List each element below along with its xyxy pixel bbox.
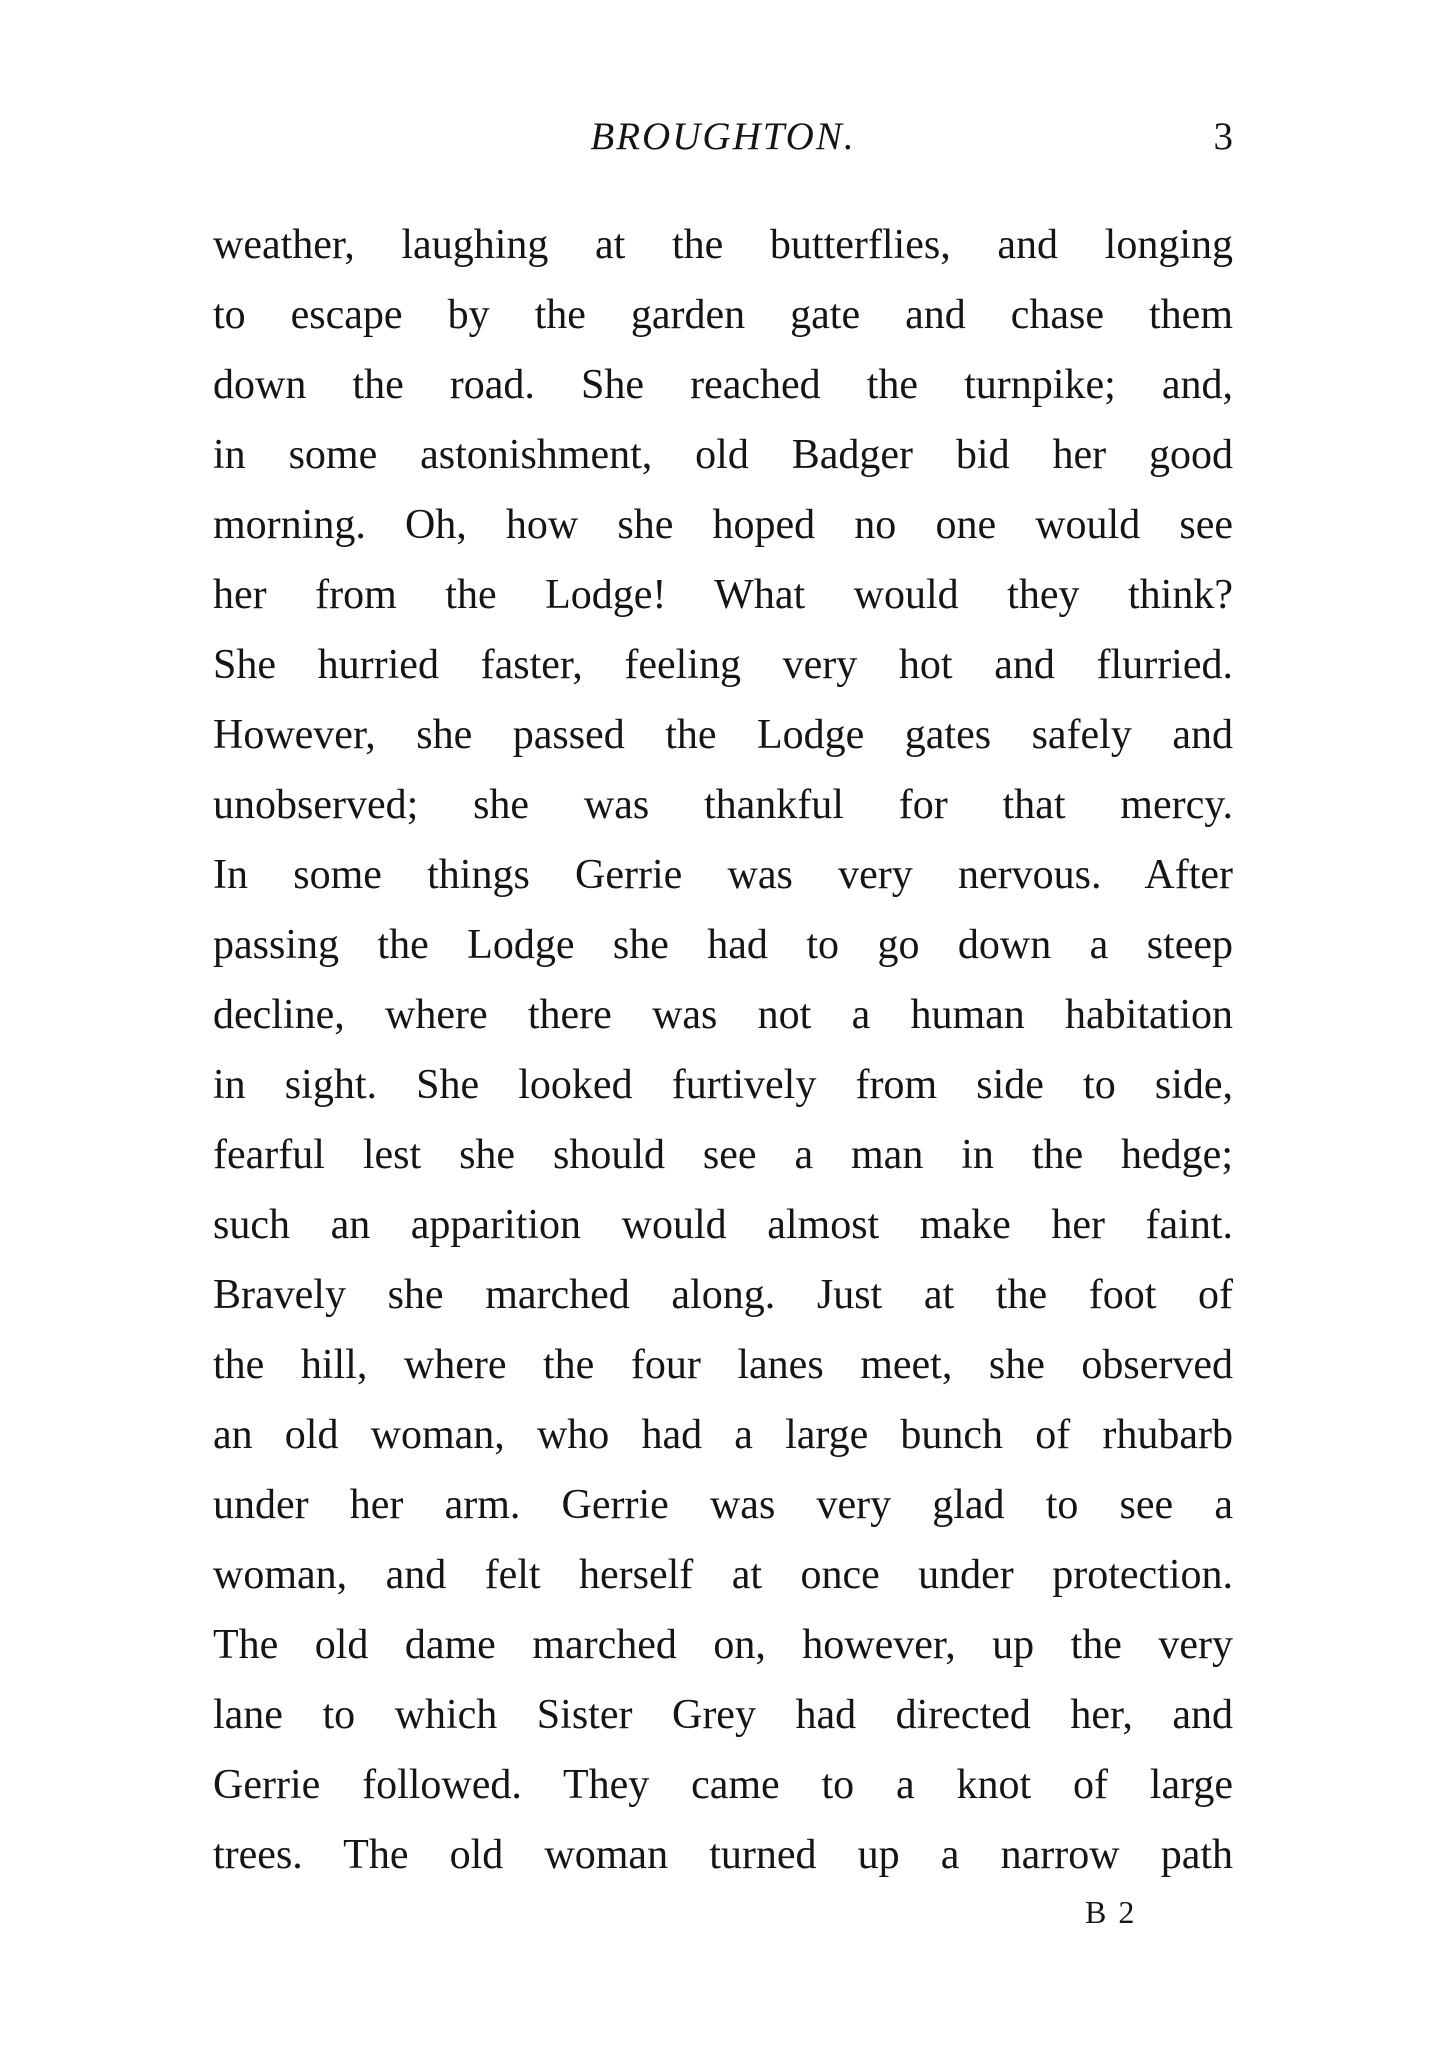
running-head [213,112,1233,162]
body-text [213,210,1233,1890]
text-line: lane to which Sister Grey had directed her, and [213,1692,1233,1738]
text-line: to escape by the garden gate and chase them [213,292,1233,338]
running-title: BROUGHTON. [590,115,856,158]
text-line: fearful lest she should see a man in the hedge; [213,1132,1233,1178]
text-line: passing the Lodge she had to go down a steep [213,922,1233,968]
text-line: her from the Lodge! What would they think? [213,572,1233,618]
text-line: such an apparition would almost make her faint. [213,1202,1233,1248]
text-line: in sight. She looked furtively from side to side, [213,1062,1233,1108]
text-line: However, she passed the Lodge gates safely and [213,712,1233,758]
text-line: weather, laughing at the butterflies, and longing [213,222,1233,268]
text-line: Bravely she marched along. Just at the foot of [213,1272,1233,1318]
signature-mark: B 2 [1085,1894,1137,1930]
text-line: under her arm. Gerrie was very glad to see a [213,1482,1233,1528]
text-line: an old woman, who had a large bunch of rhubarb [213,1412,1233,1458]
text-line: the hill, where the four lanes meet, she observed [213,1342,1233,1388]
text-line: woman, and felt herself at once under protection. [213,1552,1233,1598]
page-number: 3 [1213,115,1233,158]
text-line: down the road. She reached the turnpike; and, [213,362,1233,408]
text-line: The old dame marched on, however, up the very [213,1622,1233,1668]
text-line: decline, where there was not a human habitation [213,992,1233,1038]
text-line: In some things Gerrie was very nervous. After [213,852,1233,898]
text-line: Gerrie followed. They came to a knot of large [213,1762,1233,1808]
text-line: unobserved; she was thankful for that mercy. [213,782,1233,828]
text-line: She hurried faster, feeling very hot and flurried. [213,642,1233,688]
text-line: trees. The old woman turned up a narrow path [213,1832,1233,1878]
text-line: in some astonishment, old Badger bid her good [213,432,1233,478]
text-line: morning. Oh, how she hoped no one would see [213,502,1233,548]
